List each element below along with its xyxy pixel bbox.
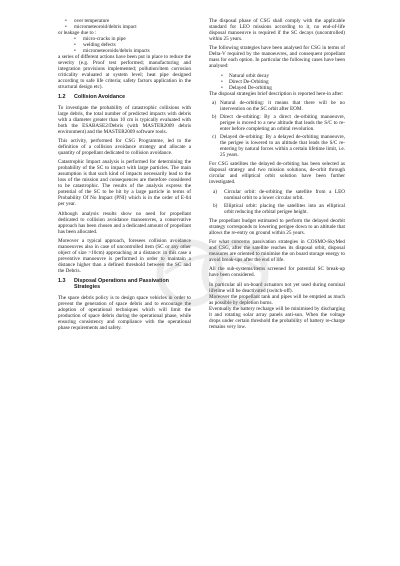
paragraph: The following strategies have been analysed for CSG in terms of Delta-V required by the manoeuvres, and consequent propellant mass for each option. In particular the following cases have been analysed:: [209, 45, 345, 70]
paragraph: For what concerns passivation strategies in COSMO-SkyMed and CSG, after the satellite reaches its disposal orbit, disposal measures are oriented to minimise the on board storage energy to avoid break-ups after the end of life.: [209, 238, 345, 264]
strategy-descriptions-list: [209, 100, 345, 158]
paragraph: Catastrophic Impact analysis is performed for determining the probability of the SC to impact with large particles. The main assumption is that such kind of impacts necessarily lead to the loss of the mission and consequences are therefore considered to be catastrophic. The results of the analysis express the potential of the SC to be hit by a large particle in terms of Probability Of No Impact (PNI) which is in the order of E-04 per year.: [58, 159, 191, 208]
list-item: [209, 189, 345, 201]
list-item: • micro-cracks in pipe: [58, 36, 191, 42]
list-item-text: Elliptical orbit: placing the satellites into an elliptical orbit reducing the orbital perigee height.: [224, 202, 345, 215]
paragraph: Although analysis results show no need for propellant dedicated to collision avoidance manoeuvres, a conservative approach has been chosen and a dedicated amount of propellant has been allocated.: [58, 210, 191, 235]
paragraph: Moreover the propellant tank and pipes will be emptied as much as possible by depletion burns.: [209, 293, 345, 306]
paragraph: The space debris policy is to design space vehicles in order to prevent the generation of space debris and to encourage the adoption of operational techniques which will limit the production of space debris during the operational phase, while ensuring consistency and compliance with the operational phase requirements and safety.: [58, 294, 191, 331]
paragraph: Eventually the battery recharge will be minimised by discharging it and rotating solar array panels anti-sun. When the voltage drops under certain threshold the probability of battery re-charge remains very low.: [209, 305, 345, 330]
list-item: [209, 114, 345, 132]
paragraph: a series of different actions have been put in place to reduce the severity (e.g. Proof test performed; manufacturing and integration provisions implemented; pollution/item corrosion criticality evaluated at system level; heat pipe designed according to safe life criteria; safety factors application in the structural design etc).: [58, 54, 191, 91]
paragraph: This activity, performed for CSG Programme, led to the definition of a collision avoidance strategy and allocate a quantity of propellant dedicated to collision avoidance.: [58, 137, 191, 157]
paragraph: For CSG satellites the delayed de-orbiting has been selected as disposal strategy and two mission solutions, de-orbit through circular and elliptical orbit solution have been further investigated.: [209, 161, 345, 186]
bullet-list-strategies: [209, 73, 345, 91]
list-item: [209, 203, 345, 215]
list-item-text: Natural de-orbiting: it means that there will be no intervention on the SC orbit after EOM.: [220, 99, 345, 112]
list-label: b): [213, 202, 218, 209]
list-item-text: Circular orbit: de-orbiting the satellite from a LEO nominal orbit to a lower circular orbit.: [224, 188, 345, 201]
list-item: • micrometeoroid/debris impact: [58, 24, 191, 30]
section-heading-disposal-operations: [58, 278, 191, 291]
list-item: • Direct De-Orbiting: [209, 79, 345, 85]
paragraph: To investigate the probability of catastrophic collisions with large debris, the total number of predicted impacts with debris with a diameter greater than 10 cm is typically evaluated with both the ESABASE2/Debris (with MASTER2009 debris environment) and the MASTER2009 software tools.: [58, 104, 191, 135]
section-title: Disposal Operations and Passivation Strategies: [74, 278, 169, 291]
list-label: a): [213, 188, 218, 195]
bullet-list-failure-causes: [58, 18, 191, 30]
paragraph: All the sub-systems/items screened for potential SC break-up have been considered.: [209, 266, 345, 279]
left-column: [58, 18, 191, 334]
paragraph: Moreover a typical approach, foresees collision avoidance manoeuvres also in case of uncontrolled item (SC or any other object of size >10cm) approaching at a distance: in this case a preventive manoeuvre is performed in order to maintain a distance higher than a defined threshold between the SC and the Debris.: [58, 238, 191, 275]
section-number: 1.3: [58, 278, 66, 285]
paragraph: The disposal phase of CSG shall comply with the applicable standard for LEO missions according to it, no end-of-life disposal manoeuvre is required if the SC decays (uncontrolled) within 25 years.: [209, 18, 345, 43]
list-item: [209, 100, 345, 112]
orbit-solutions-list: [209, 189, 345, 215]
list-item: [209, 134, 345, 158]
list-item-text: Direct de-orbiting: By a direct de-orbiting manoeuvre, perigee is moved to a new altitude that leads the S/C to re-enter before completing an orbital revolution.: [220, 114, 345, 133]
list-label: b): [212, 114, 217, 120]
list-item: • Delayed De-orbiting: [209, 85, 345, 91]
list-label: a): [212, 99, 217, 106]
bullet-list-leakage-causes: [58, 36, 191, 54]
list-item: • over temperature: [58, 18, 191, 24]
list-item: • Natural orbit decay: [209, 73, 345, 79]
paragraph: The disposal strategies brief description is reported here-in after:: [209, 90, 344, 97]
list-item-text: Delayed de-orbiting: By a delayed de-orbiting manoeuvre, the perigee is lowered to an altitude that leads the S/C re-entering by natural forces within a certain lifetime limit, i.e. 25 years.: [220, 134, 345, 159]
paragraph: The propellant budget estimated to perform the delayed deorbit strategy corresponds to lowering perigee down to an altitude that allows the re-entry on ground within 25 years.: [209, 217, 345, 236]
list-item: • micrometeoroids/debris impacts: [58, 48, 191, 54]
list-label: c): [212, 134, 217, 141]
section-heading-collision-avoidance: [58, 94, 191, 100]
section-number: 1.2: [58, 94, 66, 101]
paragraph: In particular all on-board actuators not yet used during nominal lifetime will be deactivated (switch-off).: [209, 281, 345, 294]
list-item: • welding defects: [58, 42, 191, 48]
or-leakage-text: or leakage due to :: [58, 30, 97, 37]
section-title: Collision Avoidance: [74, 94, 126, 101]
right-column: [209, 18, 345, 333]
